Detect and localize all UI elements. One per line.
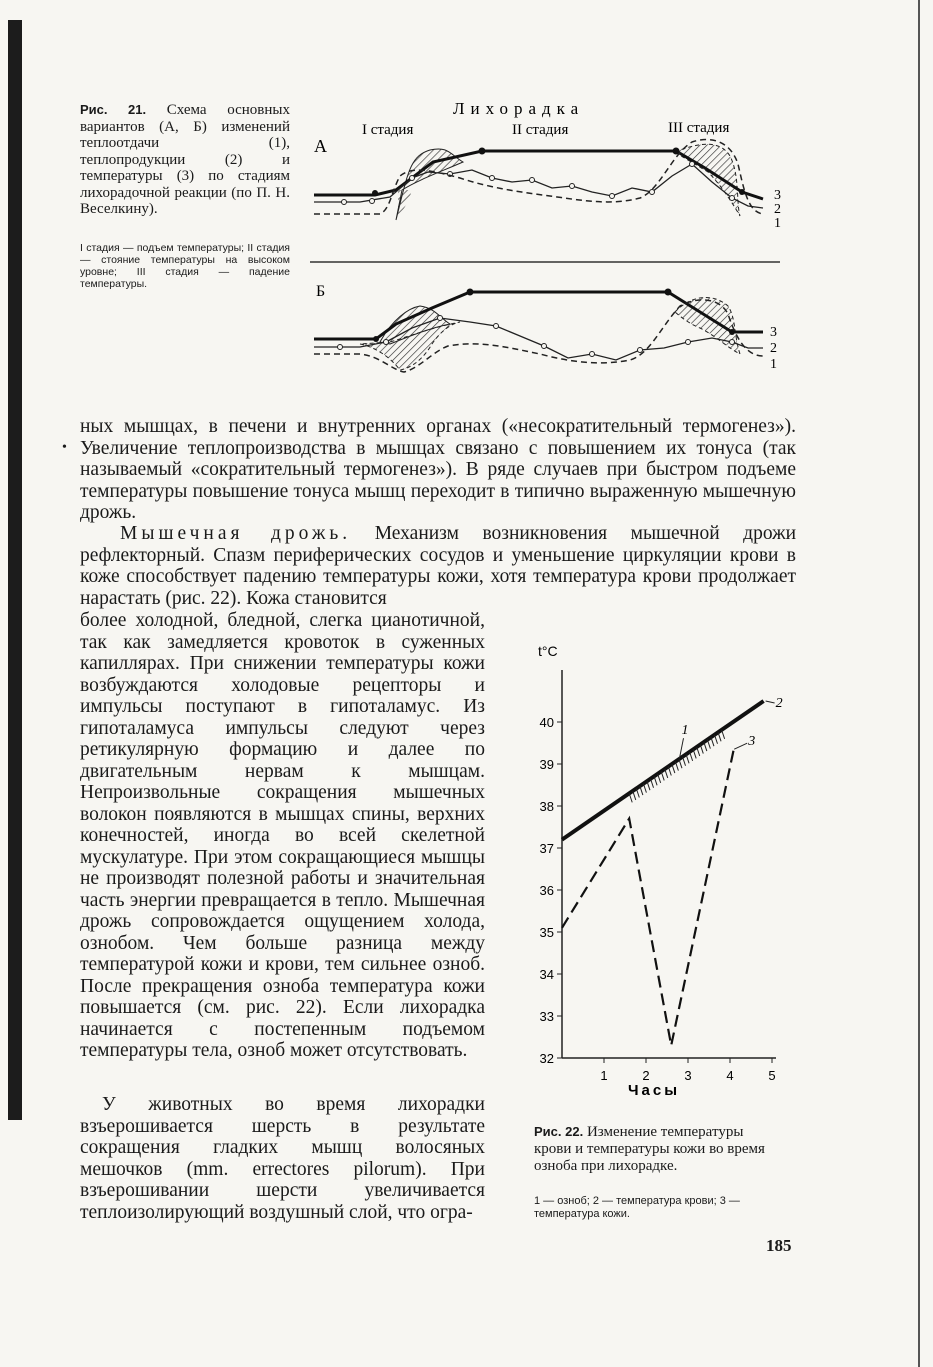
figure-22-chart <box>518 640 788 1110</box>
x-tick-label: 1 <box>600 1068 608 1083</box>
figure-22-caption-text: Изменение температуры крови и температуры кожи во время озноба при лихорадке. <box>534 1124 765 1174</box>
panel-b-shade-fall <box>675 297 740 354</box>
panel-a-shade-rise <box>396 149 463 220</box>
stage-3-label: III стадия <box>668 120 730 136</box>
panel-a-label-3: 3 <box>774 188 781 203</box>
figure-22-caption <box>534 1123 766 1175</box>
series-label-1: 1 <box>681 723 689 739</box>
x-tick-label: 4 <box>726 1068 734 1083</box>
x-axis-label: Часы <box>628 1082 681 1099</box>
series-label-2: 2 <box>775 696 783 711</box>
stage-1-label: I стадия <box>362 122 414 138</box>
series-label-2-leader <box>766 701 775 703</box>
figure-22-label: Рис. 22. <box>534 1124 584 1139</box>
paragraph-1: ных мышцах, в печени и внутренних органах («несократительный термогенез»). Увеличение теплопроизводства в мышцах связано с повышением их тонуса (так называемый «сократительный термогенез»). В ряде случаев при быстром подъеме температуры повышение тонуса мышц переходит в типично выраженную мышечную дрожь. <box>80 416 796 523</box>
panel-b-label-1: 1 <box>770 357 777 372</box>
y-tick-label: 32 <box>539 1051 554 1066</box>
y-tick-label: 39 <box>539 757 554 772</box>
figure-21-label: Рис. 21. <box>80 102 147 117</box>
y-tick-label: 33 <box>539 1009 554 1024</box>
margin-bullet: • <box>62 440 67 455</box>
panel-b-label: Б <box>316 283 326 300</box>
paragraph-2-text-a: Механизм возникновения мышечной дрожи рефлекторный. Спазм периферических сосудов и уменьшение циркуляции крови в коже способствует падению температуры кожи, хотя температура крови продолжает нарастать (рис. 22). Кожа становится <box>80 523 797 609</box>
y-tick-label: 35 <box>539 925 554 940</box>
figure-21-caption <box>80 102 290 218</box>
y-tick-label: 38 <box>539 799 554 814</box>
series-line-3 <box>562 747 734 1045</box>
figure-21-caption-text: Схема основных вариантов (А, Б) изменений теплоотдачи (1), теплопродукции (2) и температуры (3) по стадиям лихорадочной реакции (по П. Н. Веселкину). <box>80 102 290 217</box>
panel-a-label-2: 2 <box>774 202 781 217</box>
y-tick-label: 40 <box>539 715 554 730</box>
series-label-3-leader <box>734 743 747 749</box>
paragraph-2-heading: Мышечная дрожь. <box>120 523 352 544</box>
book-spine-shadow <box>8 20 22 1120</box>
panel-b-label-3: 3 <box>770 325 777 340</box>
paragraph-3-text: У животных во время лихорадки взъерошивается шерсть в результате сокращения гладких мышц волосяных мешочков (mm. errectores pilorum). При взъерошивании шерсти увеличивается теплоизолирующий воздушный слой, что огра- <box>80 1094 485 1223</box>
x-tick-label: 3 <box>684 1068 692 1083</box>
figure-21-diagram <box>300 92 795 382</box>
stage-2-label: II стадия <box>512 122 569 138</box>
series-line-2 <box>562 701 764 840</box>
page-edge-line <box>918 0 920 1367</box>
paragraph-2-top <box>80 523 796 609</box>
y-axis-label: t°C <box>538 643 558 659</box>
page-number: 185 <box>766 1236 792 1255</box>
panel-a-shade-low <box>398 190 412 216</box>
x-tick-label: 2 <box>642 1068 650 1083</box>
panel-a-curve-2 <box>314 164 763 208</box>
figure-21-title: Лихорадка <box>453 99 585 118</box>
figure-22-note: 1 — озноб; 2 — температура крови; 3 — температура кожи. <box>534 1195 740 1220</box>
panel-b-label-2: 2 <box>770 341 777 356</box>
series-label-3: 3 <box>748 734 756 750</box>
figure-21-note: I стадия — подъем температуры; II стадия — стояние температуры на высоком уровне; III стадия — падение температуры. <box>80 242 290 290</box>
paragraph-3 <box>80 1094 485 1223</box>
paragraph-2-column: более холодной, бледной, слегка цианотичной, так как замедляется кровоток в суженных капиллярах. При снижении температуры кожи возбуждаются холодовые рецепторы и импульсы поступают в гипоталамус. Из гипоталамуса импульсы следуют через ретикулярную формацию и далее по двигательным нервам к мышцам. Непроизвольные сокращения мышечных волокон появляются в мышцах спины, верхних конечностей, иногда во всей скелетной мускулатуре. При этом сокращающиеся мышцы не производят полезной работы и значительная часть энергии превращается в тепло. Мышечная дрожь сопровождается ощущением холода, ознобом. Чем больше разница между температурой кожи и крови, тем сильнее озноб. После прекращения озноба температура кожи повышается (см. рис. 22). Если лихорадка начинается с постепенным подъемом температуры тела, озноб может отсутствовать. <box>80 610 485 1061</box>
x-tick-label: 5 <box>768 1068 776 1083</box>
panel-a-label: А <box>314 136 327 156</box>
panel-a-label-1: 1 <box>774 216 781 231</box>
y-tick-label: 36 <box>539 883 554 898</box>
y-tick-label: 34 <box>539 967 554 982</box>
y-tick-label: 37 <box>539 841 554 856</box>
